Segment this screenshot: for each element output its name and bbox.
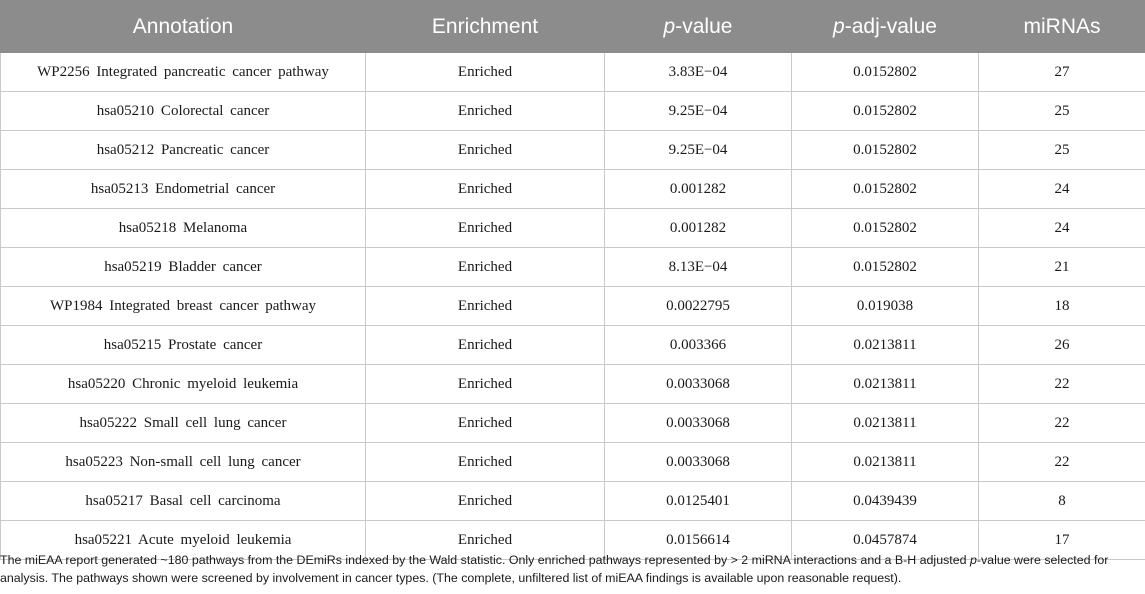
cell-p-value: 9.25E−04 (605, 92, 792, 131)
cell-enrichment: Enriched (366, 521, 605, 560)
table-row (1, 482, 1145, 521)
cell-mirnas: 26 (979, 326, 1145, 365)
table-row (1, 131, 1145, 170)
cell-p-adj-value: 0.0152802 (792, 248, 979, 287)
cell-p-value: 0.003366 (605, 326, 792, 365)
header-row (1, 1, 1145, 53)
cell-p-adj-value: 0.0213811 (792, 404, 979, 443)
table-row (1, 170, 1145, 209)
header-annotation: Annotation (1, 1, 366, 53)
cell-p-adj-value: 0.0152802 (792, 92, 979, 131)
cell-p-adj-value: 0.0213811 (792, 443, 979, 482)
cell-enrichment: Enriched (366, 92, 605, 131)
cell-annotation: hsa05222 Small cell lung cancer (1, 404, 366, 443)
cell-enrichment: Enriched (366, 443, 605, 482)
footnote-text-1: The miEAA report generated ~180 pathways from the DEmiRs indexed by the Wald statistic. Only enriched pathways represented by > 2 miRNA interactions and a B-H adjusted (0, 553, 970, 567)
cell-p-value: 0.0022795 (605, 287, 792, 326)
cell-annotation: hsa05210 Colorectal cancer (1, 92, 366, 131)
cell-enrichment: Enriched (366, 326, 605, 365)
table-row (1, 92, 1145, 131)
cell-p-value: 0.001282 (605, 209, 792, 248)
cell-annotation: hsa05221 Acute myeloid leukemia (1, 521, 366, 560)
table-footnote (0, 551, 1140, 587)
table-row (1, 287, 1145, 326)
cell-p-adj-value: 0.0213811 (792, 326, 979, 365)
cell-enrichment: Enriched (366, 404, 605, 443)
cell-mirnas: 8 (979, 482, 1145, 521)
table-row (1, 443, 1145, 482)
cell-enrichment: Enriched (366, 248, 605, 287)
cell-p-value: 0.0125401 (605, 482, 792, 521)
cell-mirnas: 25 (979, 92, 1145, 131)
cell-p-value: 0.0156614 (605, 521, 792, 560)
cell-enrichment: Enriched (366, 170, 605, 209)
cell-p-adj-value: 0.0439439 (792, 482, 979, 521)
cell-mirnas: 22 (979, 365, 1145, 404)
cell-annotation: hsa05223 Non-small cell lung cancer (1, 443, 366, 482)
cell-annotation: WP2256 Integrated pancreatic cancer pathway (1, 53, 366, 92)
footnote-text-2: -value were selected for analysis. The pathways shown were screened by involvement in cancer types. (The complete, unfiltered list of miEAA findings is available upon reasonable request). (0, 553, 1109, 585)
cell-enrichment: Enriched (366, 482, 605, 521)
cell-mirnas: 17 (979, 521, 1145, 560)
table-row (1, 365, 1145, 404)
cell-mirnas: 22 (979, 443, 1145, 482)
cell-enrichment: Enriched (366, 131, 605, 170)
table-row (1, 209, 1145, 248)
cell-enrichment: Enriched (366, 287, 605, 326)
cell-enrichment: Enriched (366, 365, 605, 404)
header-p-adj-value: p-adj-value (792, 1, 979, 53)
cell-p-value: 8.13E−04 (605, 248, 792, 287)
cell-annotation: hsa05218 Melanoma (1, 209, 366, 248)
cell-p-adj-value: 0.0152802 (792, 131, 979, 170)
cell-p-adj-value: 0.0457874 (792, 521, 979, 560)
cell-mirnas: 25 (979, 131, 1145, 170)
cell-annotation: hsa05212 Pancreatic cancer (1, 131, 366, 170)
cell-enrichment: Enriched (366, 53, 605, 92)
cell-mirnas: 24 (979, 209, 1145, 248)
cell-p-value: 9.25E−04 (605, 131, 792, 170)
cell-annotation: hsa05213 Endometrial cancer (1, 170, 366, 209)
cell-p-adj-value: 0.0152802 (792, 53, 979, 92)
cell-annotation: hsa05217 Basal cell carcinoma (1, 482, 366, 521)
table-row (1, 326, 1145, 365)
cell-p-adj-value: 0.019038 (792, 287, 979, 326)
table-row (1, 53, 1145, 92)
cell-p-adj-value: 0.0152802 (792, 209, 979, 248)
cell-p-value: 0.001282 (605, 170, 792, 209)
table-row (1, 248, 1145, 287)
cell-annotation: hsa05215 Prostate cancer (1, 326, 366, 365)
header-enrichment: Enrichment (366, 1, 605, 53)
table-row (1, 404, 1145, 443)
cell-p-value: 0.0033068 (605, 365, 792, 404)
cell-p-value: 0.0033068 (605, 443, 792, 482)
table-body (1, 53, 1145, 560)
cell-mirnas: 21 (979, 248, 1145, 287)
cell-enrichment: Enriched (366, 209, 605, 248)
cell-p-adj-value: 0.0213811 (792, 365, 979, 404)
header-p-value: p-value (605, 1, 792, 53)
cell-p-value: 3.83E−04 (605, 53, 792, 92)
header-mirnas: miRNAs (979, 1, 1145, 53)
cell-annotation: hsa05220 Chronic myeloid leukemia (1, 365, 366, 404)
footnote-italic-p: p (969, 553, 977, 567)
cell-p-adj-value: 0.0152802 (792, 170, 979, 209)
cell-mirnas: 27 (979, 53, 1145, 92)
cell-annotation: hsa05219 Bladder cancer (1, 248, 366, 287)
cell-annotation: WP1984 Integrated breast cancer pathway (1, 287, 366, 326)
cell-p-value: 0.0033068 (605, 404, 792, 443)
cell-mirnas: 22 (979, 404, 1145, 443)
cell-mirnas: 24 (979, 170, 1145, 209)
cell-mirnas: 18 (979, 287, 1145, 326)
